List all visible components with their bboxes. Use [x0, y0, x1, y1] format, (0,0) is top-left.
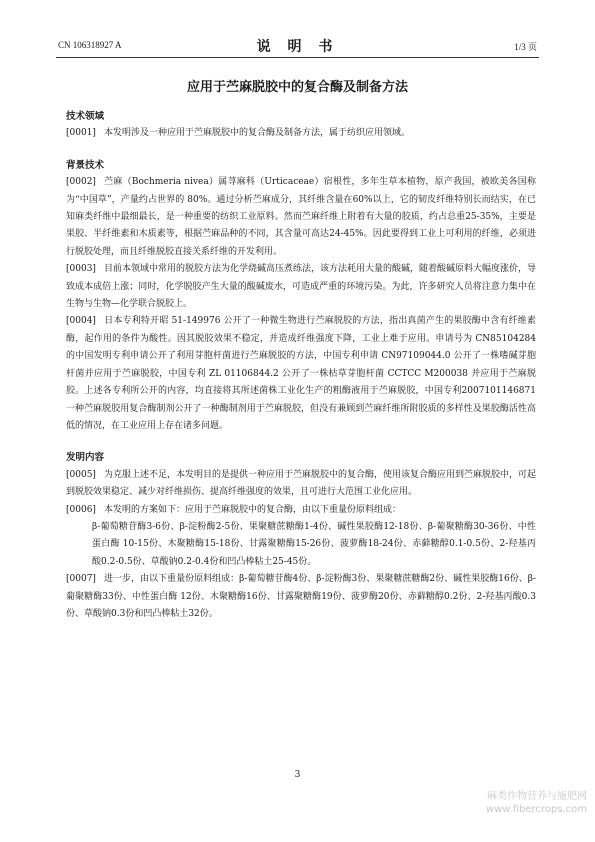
paragraph-text: 目前本领域中常用的脱胶方法为化学烧碱高压煮练法，该方法耗用大量的酸碱，随着酸碱原料大幅度涨价，导致成本成倍上涨；同时，化学脱胶产生大量的酸碱废水，可造成严重的环境污染。为此，许多研究人员将注意力集中在生物与生物—化学联合脱胶上。 — [66, 264, 536, 310]
section-heading-tech-field: 技术领域 — [66, 111, 105, 122]
watermark-line-2: www.fibercrops.com — [485, 804, 587, 815]
paragraph-0004 — [66, 313, 536, 435]
paragraph-text: 本发明涉及一种应用于苎麻脱胶中的复合酶及制备方法，属于纺织应用领域。 — [103, 128, 410, 139]
paragraph-0003 — [66, 261, 536, 313]
composition-formula: β-葡萄糖苷酶3-6份、β-淀粉酶2-5份、果聚糖蔗糖酶1-4份、碱性果胶酶12-18份、β-葡聚糖酶30-36份、中性蛋白酶 10-15份、木聚糖酶15-18份、甘露聚糖酶15-26份、菠萝酶18-24份、赤藓糖醇0.1-0.5份、2-羟基丙酸0.2-0.5份、草酸钠0.2-0.4份和凹凸棒粘土25-45份。 — [92, 521, 536, 567]
page-indicator: 1/3 页 — [514, 42, 537, 52]
document-title: 应用于苎麻脱胶中的复合酶及制备方法 — [186, 80, 408, 95]
paragraph-number: [0002] — [66, 177, 96, 188]
paragraph-0005 — [66, 467, 536, 502]
paragraph-text: 苎麻（Bochmeria nivea）属荨麻科（Urticaceae）宿根性，多年生草本植物，原产我国，被欧美各国称为“中国草”，产量约占世界的 80%。通过分析苎麻成分，其纤维含量在60%以上，它的韧皮纤维特别长而结实，在已知麻类纤维中最细最长，是一种重要的纺织工业原料。然而苎麻纤维上附着有大量的胶质，约占总重25-35%，主要是果胶、半纤维素和木质素等，根据苎麻品种的不同，其含量可高达24-45%。因此要得到工业上可利用的纤维，必须进行脱胶处理，而且纤维脱胶直接关系纤维的开发利用。 — [66, 177, 536, 257]
paragraph-number: [0007] — [66, 574, 96, 585]
publication-number: CN 106318927 A — [58, 40, 122, 50]
watermark — [486, 790, 587, 816]
document-type: 说 明 书 — [256, 39, 339, 55]
paragraph-0002 — [66, 174, 536, 261]
paragraph-text: 为克服上述不足，本发明目的是提供一种应用于苎麻脱胶中的复合酶，使用该复合酶应用到苎麻脱胶中，可起到脱胶效果稳定、减少对纤维损伤、提高纤维强度的效果，且可进行大范围工业化应用。 — [66, 469, 536, 498]
page-number: 3 — [294, 770, 301, 780]
paragraph-number: [0001] — [66, 128, 96, 139]
paragraph-number: [0005] — [66, 469, 96, 480]
watermark-line-1: 麻类作物营养与施肥网 — [487, 791, 587, 802]
paragraph-0001 — [66, 125, 536, 142]
page-header — [0, 36, 595, 54]
paragraph-text: 本发明的方案如下：应用于苎麻脱胶中的复合酶，由以下重量份原料组成： — [103, 504, 401, 515]
paragraph-0007 — [66, 571, 536, 623]
section-heading-background: 背景技术 — [66, 159, 105, 171]
paragraph-text: 进一步，由以下重量份原料组成：β-葡萄糖苷酶4份、β-淀粉酶3份、果聚糖蔗糖酶2份、碱性果胶酶16份、β-葡聚糖酶33份、中性蛋白酶 12份、木聚糖酶16份、甘露聚糖酶19份、菠萝酶20份、赤藓糖醇0.2份、2-羟基丙酸0.3份、草酸钠0.3份和凹凸棒粘土32份。 — [66, 574, 536, 619]
paragraph-number: [0003] — [66, 264, 96, 275]
header-divider — [56, 57, 539, 58]
paragraph-number: [0006] — [66, 504, 96, 515]
paragraph-text: 日本专利特开昭 51-149976 公开了一种微生物进行苎麻脱胶的方法，指出真菌产生的果胶酶中含有纤维素酶，起作用的条件为酸性。因其脱胶效果不稳定，并造成纤维强度下降，工业上难于应用。申请号为 CN85104284 的中国发明专利申请公开了利用芽胞杆菌进行苎麻脱胶的方法，中国专利申请 CN97109044.0 公开了一株嗜碱芽胞杆菌并应用于苎麻脱胶，中国专利 ZL 01106844.2 公开了一株枯草芽胞杆菌 CCTCC M200038 并应用于苎麻脱胶。上述各专利所公开的内容，均直接将其所述菌株工业化生产的粗酶液用于苎麻脱胶，中国专利2007101146871一种苎麻脱胶用复合酶制剂公开了一种酶制剂用于苎麻脱胶，但没有兼顾到苎麻纤维所附胶质的多样性及果胶酶活性高低的情况，在工业应用上存在诸多问题。 — [66, 316, 536, 431]
document-body — [66, 108, 536, 623]
paragraph-0006 — [66, 502, 536, 519]
paragraph-number: [0004] — [66, 316, 96, 327]
section-heading-invention: 发明内容 — [66, 452, 105, 464]
